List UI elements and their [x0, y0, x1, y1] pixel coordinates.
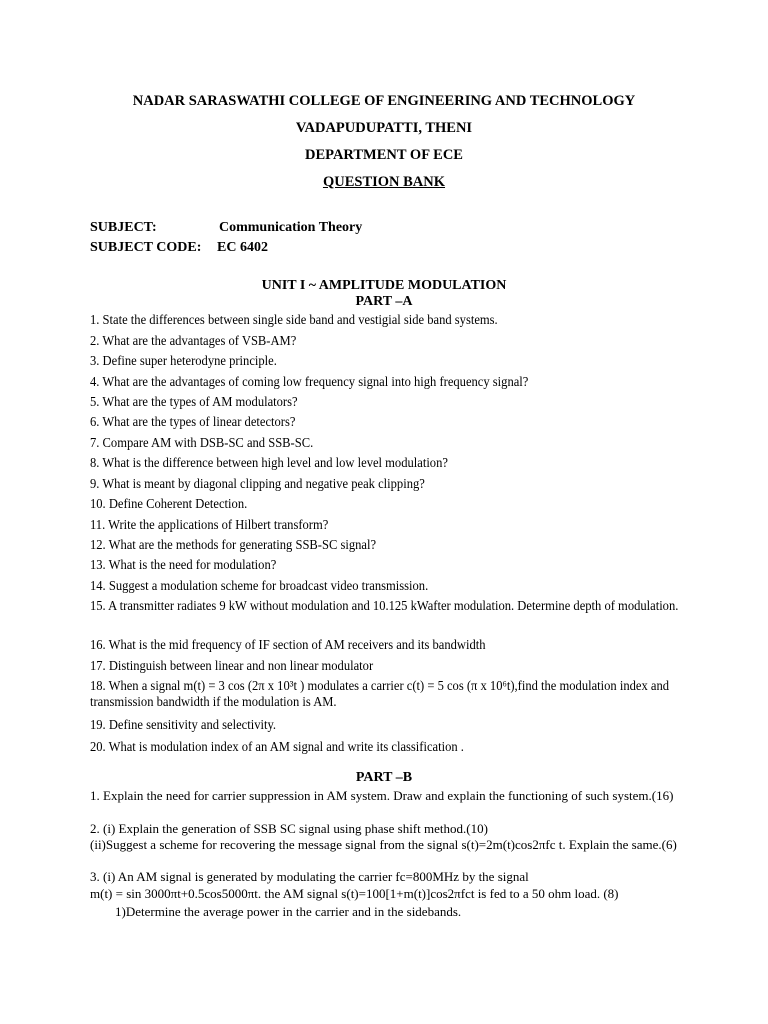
subject-code-label: SUBJECT CODE:: [90, 240, 202, 255]
part-a-question: 2. What are the advantages of VSB-AM?: [90, 333, 297, 348]
part-b-heading: PART –B: [355, 770, 413, 785]
part-a-question: 16. What is the mid frequency of IF section of AM receivers and its bandwidth: [90, 637, 486, 652]
part-b-question: 1. Explain the need for carrier suppression in AM system. Draw and explain the functioning of such system.(16): [90, 788, 674, 803]
subject-label: SUBJECT:: [90, 220, 157, 235]
part-a-heading: PART –A: [355, 294, 413, 309]
part-a-question: 14. Suggest a modulation scheme for broadcast video transmission.: [90, 578, 429, 593]
part-a-question: 1. State the differences between single side band and vestigial side band systems.: [90, 312, 498, 327]
college-name: NADAR SARASWATHI COLLEGE OF ENGINEERING AND TECHNOLOGY: [132, 93, 636, 109]
part-a-question: 5. What are the types of AM modulators?: [90, 394, 298, 409]
part-a-question: 10. Define Coherent Detection.: [90, 496, 248, 511]
unit-title: UNIT I ~ AMPLITUDE MODULATION: [261, 278, 507, 293]
part-b-question: 1)Determine the average power in the carrier and in the sidebands.: [115, 904, 462, 919]
subject-code-value: EC 6402: [217, 240, 268, 255]
part-a-question: 6. What are the types of linear detectors?: [90, 414, 296, 429]
part-a-question: 17. Distinguish between linear and non linear modulator: [90, 658, 374, 673]
part-a-question: 13. What is the need for modulation?: [90, 557, 277, 572]
part-a-question: 12. What are the methods for generating SSB-SC signal?: [90, 537, 377, 552]
subject-value: Communication Theory: [219, 220, 363, 235]
department-name: DEPARTMENT OF ECE: [305, 147, 463, 163]
part-b-question: 3. (i) An AM signal is generated by modulating the carrier fc=800MHz by the signal: [90, 869, 529, 884]
college-location: VADAPUDUPATTI, THENI: [295, 120, 473, 136]
part-a-question: 15. A transmitter radiates 9 kW without modulation and 10.125 kWafter modulation. Determine depth of modulation.: [90, 598, 679, 613]
part-a-question: 11. Write the applications of Hilbert transform?: [90, 517, 329, 532]
doc-title: QUESTION BANK: [322, 174, 446, 190]
part-a-question: 20. What is modulation index of an AM signal and write its classification .: [90, 739, 464, 754]
part-a-question: 7. Compare AM with DSB-SC and SSB-SC.: [90, 435, 314, 450]
part-a-question: 8. What is the difference between high level and low level modulation?: [90, 455, 448, 470]
doc-title-row: [0, 174, 768, 191]
part-b-question: m(t) = sin 3000πt+0.5cos5000πt. the AM signal s(t)=100[1+m(t)]cos2πfct is fed to a 50 ohm load. (8): [90, 886, 619, 901]
part-b-question: (ii)Suggest a scheme for recovering the message signal from the signal s(t)=2m(t)cos2πfc t. Explain the same.(6): [90, 837, 677, 852]
part-b-question: 2. (i) Explain the generation of SSB SC signal using phase shift method.(10): [90, 821, 488, 836]
part-a-question: 4. What are the advantages of coming low frequency signal into high frequency signal?: [90, 374, 529, 389]
part-a-question: 19. Define sensitivity and selectivity.: [90, 717, 277, 732]
part-a-question: 18. When a signal m(t) = 3 cos (2π x 10³t ) modulates a carrier c(t) = 5 cos (π x 10⁶t),find the modulation index and transmission bandwidth if the modulation is AM.: [90, 678, 670, 709]
part-a-question: 3. Define super heterodyne principle.: [90, 353, 277, 368]
part-a-question: 9. What is meant by diagonal clipping and negative peak clipping?: [90, 476, 425, 491]
